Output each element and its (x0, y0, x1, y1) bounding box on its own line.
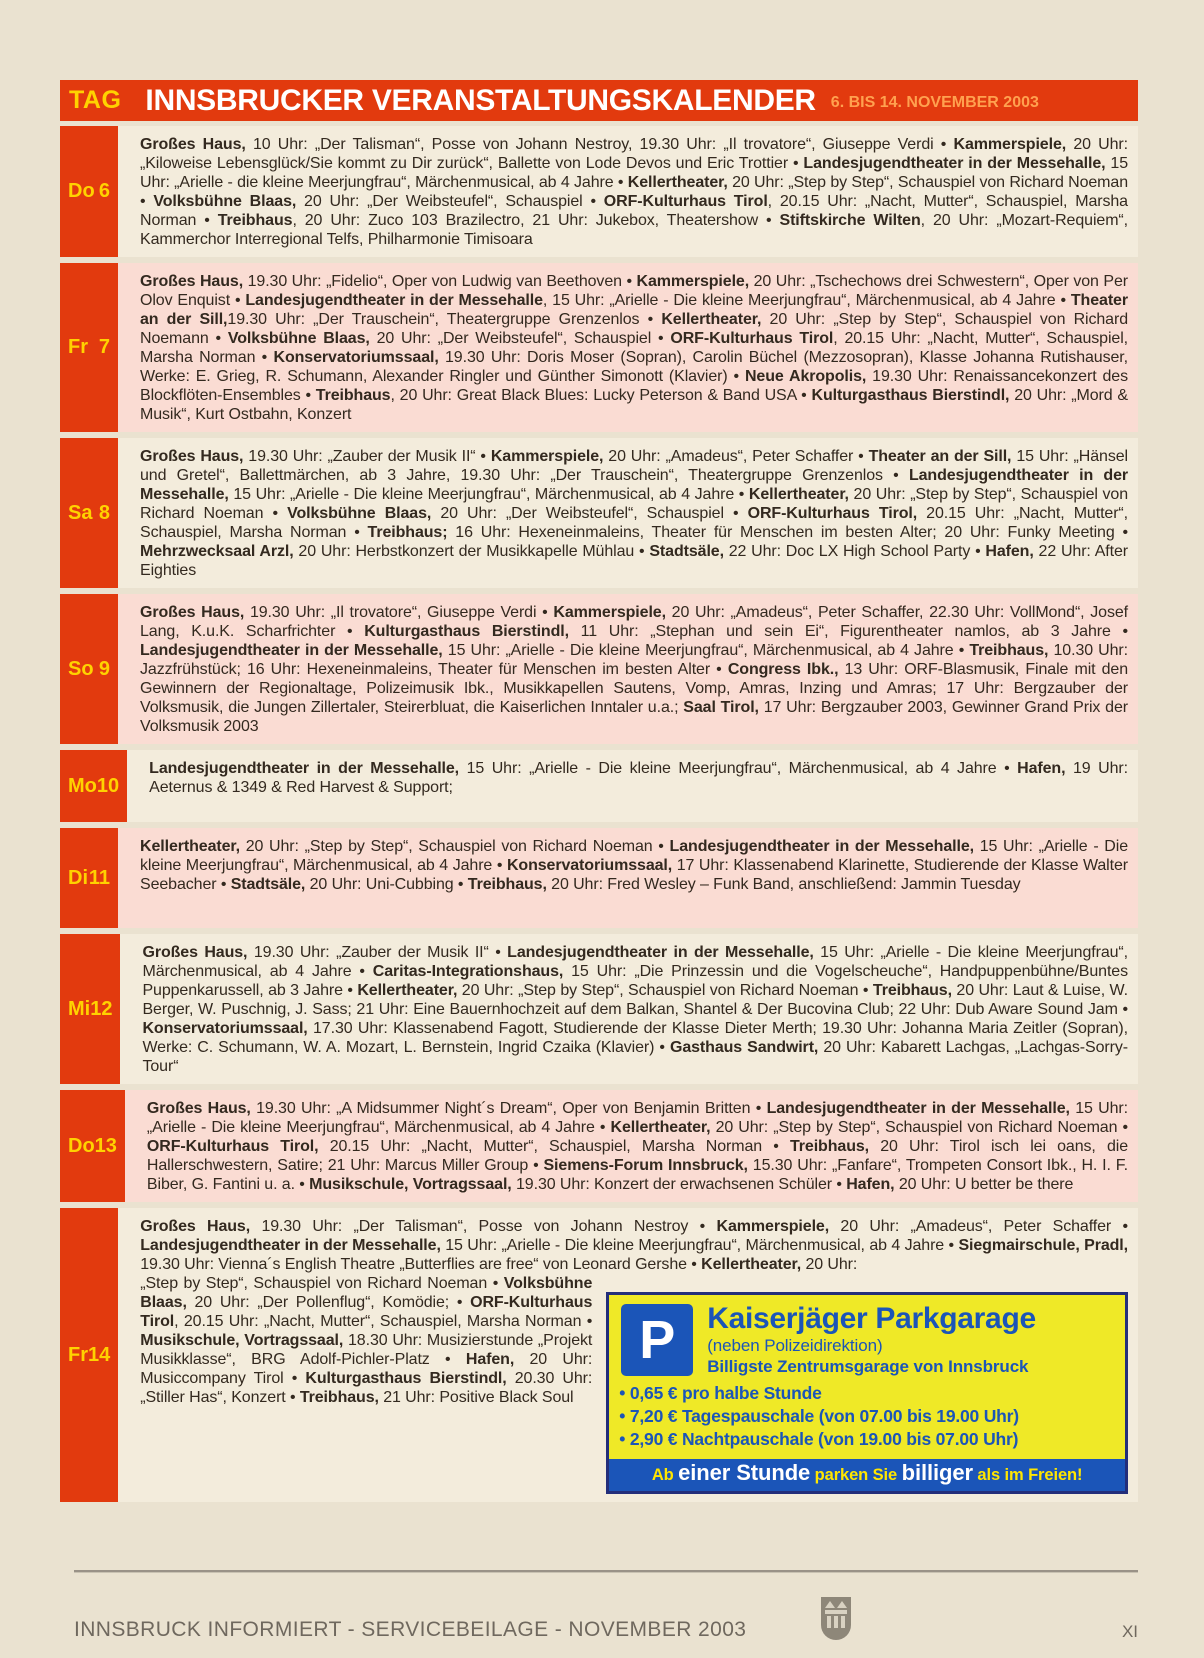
page-footer (74, 1570, 1138, 1642)
ad-tagline: Billigste Zentrumsgarage von Innsbruck (707, 1356, 1029, 1376)
day-number: 8 (98, 501, 110, 524)
event-text-narrow: „Step by Step“, Schauspiel von Richard Noeman • Volksbühne Blaas, 20 Uhr: „Der Pollenflug“, Komödie; • ORF-Kulturhaus Tirol, 20.15 Uhr: „Nacht, Mutter“, Schauspiel, Marsha Norman • Musikschule, Vortragssaal, 18.30 Uhr: Musizierstunde „Projekt Musikklasse“, BRG Adolf-Pichler-Platz • Hafen, 20 Uhr: Musiccompany Tirol • Kulturgasthaus Bierstindl, 20.30 Uhr: „Stiller Has“, Konzert • Treibhaus, 21 Uhr: Positive Black Soul (140, 1275, 593, 1406)
calendar-row-mi-12 (60, 934, 1138, 1084)
ad-title: Kaiserjäger Parkgarage (707, 1302, 1036, 1335)
day-number: 7 (98, 336, 110, 358)
event-text: Großes Haus, 19.30 Uhr: „Il trovatore“, Giuseppe Verdi • Kammerspiele, 20 Uhr: „Amadeus“, Peter Schaffer, 22.30 Uhr: VollMond“, Josef Lang, K.u.K. Scharfrichter • Kulturgasthaus Bierstindl, 11 Uhr: „Stephan und sein Ei“, Figurentheater namlos, ab 3 Jahre • Landesjugendtheater in der Messehalle, 15 Uhr: „Arielle - Die kleine Meerjungfrau“, Märchenmusical, ab 4 Jahre • Treibhaus, 10.30 Uhr: Jazzfrühstück; 16 Uhr: Hexeneinmaleins, Theater für Menschen im besten Alter • Congress Ibk., 13 Uhr: ORF-Blasmusik, Finale mit den Gewinnern der Regionaltage, Polizeimusik Ibk., Musikkapellen Sautens, Vomp, Amras, Inzing und Amras; 17 Uhr: Bergzauber der Volksmusik, die Jungen Zillertaler, Steirerbluat, die Kaiserlichen Inntaler u.a.; Saal Tirol, 17 Uhr: Bergzauber 2003, Gewinner Grand Prix der Volksmusik 2003 (140, 604, 1129, 735)
footer-text: INNSBRUCK INFORMIERT - SERVICEBEILAGE - NOVEMBER 2003 (74, 1618, 747, 1641)
day-abbrev: Fr (68, 1343, 88, 1366)
text-and-ad-zone (140, 1274, 1128, 1494)
calendar-row-sa-8 (60, 438, 1138, 588)
ad-subtitle: (neben Polizeidirektion) (707, 1335, 883, 1355)
calendar-row-do-13 (60, 1090, 1138, 1202)
day-abbrev: Sa (68, 501, 93, 524)
day-number: 13 (94, 1134, 117, 1157)
day-cell-fr-7 (60, 263, 118, 432)
day-abbrev: So (68, 657, 94, 680)
event-text: Großes Haus, 19.30 Uhr: „Zauber der Musik II“ • Kammerspiele, 20 Uhr: „Amadeus“, Peter Schaffer • Theater an der Sill, 15 Uhr: „Hänsel und Gretel“, Ballettmärchen, ab 3 Jahre, 19.30 Uhr: „Der Trauschein“, Theatergruppe Grenzenlos • Landesjugendtheater in der Messehalle, 15 Uhr: „Arielle - Die kleine Meerjungfrau“, Märchenmusical, ab 4 Jahre • Kellertheater, 20 Uhr: „Step by Step“, Schauspiel von Richard Noeman • Volksbühne Blaas, 20 Uhr: „Der Weibsteufel“, Schauspiel • ORF-Kulturhaus Tirol, 20.15 Uhr: „Nacht, Mutter“, Schauspiel, Marsha Norman • Treibhaus; 16 Uhr: Hexeneinmaleins, Theater für Menschen im besten Alter; 20 Uhr: Funky Meeting • Mehrzwecksaal Arzl, 20 Uhr: Herbstkonzert der Musikkapelle Mühlau • Stadtsäle, 22 Uhr: Doc LX High School Party • Hafen, 22 Uhr: After Eighties (140, 448, 1129, 579)
day-number: 11 (88, 866, 110, 889)
events-do-13 (125, 1090, 1138, 1202)
events-fr-7 (118, 263, 1138, 432)
ad-price-list (609, 1378, 1125, 1459)
events-mo-10 (127, 750, 1138, 822)
day-number: 14 (88, 1343, 111, 1366)
events-so-9 (118, 594, 1138, 744)
day-cell-mo-10 (60, 750, 127, 822)
date-range: 6. BIS 14. NOVEMBER 2003 (830, 94, 1039, 111)
footer-row (74, 1596, 1138, 1642)
event-text: Großes Haus, 19.30 Uhr: „A Midsummer Night´s Dream“, Oper von Benjamin Britten • Landesjugendtheater in der Messehalle, 15 Uhr: „Arielle - Die kleine Meerjungfrau“, Märchenmusical, ab 4 Jahre • Kellertheater, 20 Uhr: „Step by Step“, Schauspiel von Richard Noeman • ORF-Kulturhaus Tirol, 20.15 Uhr: „Nacht, Mutter“, Schauspiel, Marsha Norman • Treibhaus, 20 Uhr: Tirol isch lei oans, die Hallerschwestern, Satire; 21 Uhr: Marcus Miller Group • Siemens-Forum Innsbruck, 15.30 Uhr: „Fanfare“, Trompeten Consort Ibk., H. I. F. Biber, G. Fantini u. a. • Musikschule, Vortragssaal, 19.30 Uhr: Konzert der erwachsenen Schüler • Hafen, 20 Uhr: U better be there (146, 1100, 1129, 1193)
day-cell-di-11 (60, 828, 118, 928)
event-text: Großes Haus, 19.30 Uhr: „Zauber der Musik II“ • Landesjugendtheater in der Messehalle, 15 Uhr: „Arielle - Die kleine Meerjungfrau“, Märchenmusical, ab 4 Jahre • Caritas-Integrationshaus, 15 Uhr: „Die Prinzessin und die Vogelscheuche“, Handpuppenbühne/Buntes Puppenkarussell, ab 3 Jahre • Kellertheater, 20 Uhr: „Step by Step“, Schauspiel von Richard Noeman • Treibhaus, 20 Uhr: Laut & Luise, W. Berger, W. Puschnig, J. Sass; 21 Uhr: Eine Bauernhochzeit auf dem Balkan, Shantel & Der Bucovina Club; 22 Uhr: Dub Aware Sound Jam • Konservatoriumssaal, 17.30 Uhr: Klassenabend Fagott, Studierende der Klasse Dieter Merth; 19.30 Uhr: Johanna Maria Zeitler (Sopran), Werke: C. Schumann, W. A. Mozart, L. Bernstein, Ingrid Czaika (Klavier) • Gasthaus Sandwirt, 20 Uhr: Kabarett Lachgas, „Lachgas-Sorry-Tour“ (142, 944, 1128, 1075)
day-cell-fr-14 (60, 1208, 118, 1502)
event-text: Kellertheater, 20 Uhr: „Step by Step“, Schauspiel von Richard Noeman • Landesjugendtheater in der Messehalle, 15 Uhr: „Arielle - Die kleine Meerjungfrau“, Märchenmusical, ab 4 Jahre • Konservatoriumssaal, 17 Uhr: Klassenabend Klarinette, Studierende der Klasse Walter Seebacher • Stadtsäle, 20 Uhr: Uni-Cubbing • Treibhaus, 20 Uhr: Fred Wesley – Funk Band, anschließend: Jammin Tuesday (140, 838, 1129, 893)
page-title: INNSBRUCKER VERANSTALTUNGSKALENDER (145, 83, 816, 117)
ad-head-text (707, 1304, 1036, 1376)
parkgarage-ad (606, 1292, 1128, 1494)
events-mi-12 (120, 934, 1138, 1084)
events-di-11 (118, 828, 1138, 928)
calendar-row-fr-7 (60, 263, 1138, 432)
event-text: Landesjugendtheater in der Messehalle, 15 Uhr: „Arielle - Die kleine Meerjungfrau“, Märchenmusical, ab 4 Jahre • Hafen, 19 Uhr: Aeternus & 1349 & Red Harvest & Support; (149, 760, 1128, 796)
calendar-row-fr-14 (60, 1208, 1138, 1502)
day-number: 9 (98, 657, 110, 680)
day-number: 6 (98, 180, 110, 202)
day-abbrev: Mi (68, 997, 91, 1020)
innsbruck-crest-icon (820, 1596, 852, 1642)
day-abbrev: Fr (68, 336, 88, 358)
events-fr-14 (118, 1208, 1138, 1502)
day-cell-do-13 (60, 1090, 125, 1202)
day-cell-do-6 (60, 126, 118, 257)
calendar-row-so-9 (60, 594, 1138, 744)
ad-price-item: • 2,90 € Nachtpauschale (von 19.00 bis 07.00 Uhr) (619, 1429, 1019, 1449)
page-number: XI (1121, 1622, 1138, 1641)
day-number: 12 (90, 997, 113, 1020)
calendar-rows (60, 126, 1138, 1502)
calendar-row-do-6 (60, 126, 1138, 257)
day-abbrev: Di (68, 866, 88, 889)
ad-header (609, 1295, 1125, 1378)
event-text: Großes Haus, 10 Uhr: „Der Talisman“, Posse von Johann Nestroy, 19.30 Uhr: „Il trovatore“, Giuseppe Verdi • Kammerspiele, 20 Uhr: „Kiloweise Lebensglück/Sie kommt zu Dir zurück“, Ballette von Lode Devos und Eric Trottier • Landesjugendtheater in der Messehalle, 15 Uhr: „Arielle - die kleine Meerjungfrau“, Märchenmusical, ab 4 Jahre • Kellertheater, 20 Uhr: „Step by Step“, Schauspiel von Richard Noeman • Volksbühne Blaas, 20 Uhr: „Der Weibsteufel“, Schauspiel • ORF-Kulturhaus Tirol, 20.15 Uhr: „Nacht, Mutter“, Schauspiel, Marsha Norman • Treibhaus, 20 Uhr: Zuco 103 Brazilectro, 21 Uhr: Jukebox, Theatershow • Stiftskirche Wilten, 20 Uhr: „Mozart-Requiem“, Kammerchor Interregional Telfs, Philharmonie Timisoara (140, 136, 1129, 248)
events-do-6 (118, 126, 1138, 257)
day-cell-mi-12 (60, 934, 120, 1084)
ad-price-item: • 7,20 € Tagespauschale (von 07.00 bis 19.00 Uhr) (619, 1406, 1019, 1426)
calendar-row-di-11 (60, 828, 1138, 928)
day-abbrev: Do (68, 180, 95, 202)
ad-price-item: • 0,65 € pro halbe Stunde (619, 1383, 822, 1403)
calendar-header (60, 80, 1138, 121)
tag-label: TAG (69, 86, 122, 114)
events-sa-8 (118, 438, 1138, 588)
event-text-intro: Großes Haus, 19.30 Uhr: „Der Talisman“, Posse von Johann Nestroy • Kammerspiele, 20 Uhr: „Amadeus“, Peter Schaffer • Landesjugendtheater in der Messehalle, 15 Uhr: „Arielle - Die kleine Meerjungfrau“, Märchenmusical, ab 4 Jahre • Siegmairschule, Pradl, 19.30 Uhr: Vienna´s English Theatre „Butterflies are free“ von Leonard Gershe • Kellertheater, 20 Uhr: (140, 1218, 1128, 1273)
parking-icon: P (621, 1304, 693, 1376)
day-abbrev: Mo (68, 774, 97, 797)
day-cell-sa-8 (60, 438, 118, 588)
footer-divider (74, 1570, 1138, 1572)
day-number: 10 (96, 774, 120, 797)
day-abbrev: Do (68, 1134, 95, 1157)
event-text: Großes Haus, 19.30 Uhr: „Fidelio“, Oper von Ludwig van Beethoven • Kammerspiele, 20 Uhr: „Tschechows drei Schwestern“, Oper von Per Olov Enquist • Landesjugendtheater in der Messehalle, 15 Uhr: „Arielle - Die kleine Meerjungfrau“, Märchenmusical, ab 4 Jahre • Theater an der Sill,19.30 Uhr: „Der Trauschein“, Theatergruppe Grenzenlos • Kellertheater, 20 Uhr: „Step by Step“, Schauspiel von Richard Noemann • Volksbühne Blaas, 20 Uhr: „Der Weibsteufel“, Schauspiel • ORF-Kulturhaus Tirol, 20.15 Uhr: „Nacht, Mutter“, Schauspiel, Marsha Norman • Konservatoriumssaal, 19.30 Uhr: Doris Moser (Sopran), Carolin Büchel (Mezzosopran), Klasse Johanna Rutishauser, Werke: E. Grieg, R. Schumann, Alexander Ringler und Günther Simonott (Klavier) • Neue Akropolis, 19.30 Uhr: Renaissancekonzert des Blockflöten-Ensembles • Treibhaus, 20 Uhr: Great Black Blues: Lucky Peterson & Band USA • Kulturgasthaus Bierstindl, 20 Uhr: „Mord & Musik“, Kurt Ostbahn, Konzert (140, 273, 1128, 423)
day-cell-so-9 (60, 594, 118, 744)
calendar-row-mo-10 (60, 750, 1138, 822)
ad-banner: Ab einer Stunde parken Sie billiger als im Freien! (609, 1459, 1125, 1491)
